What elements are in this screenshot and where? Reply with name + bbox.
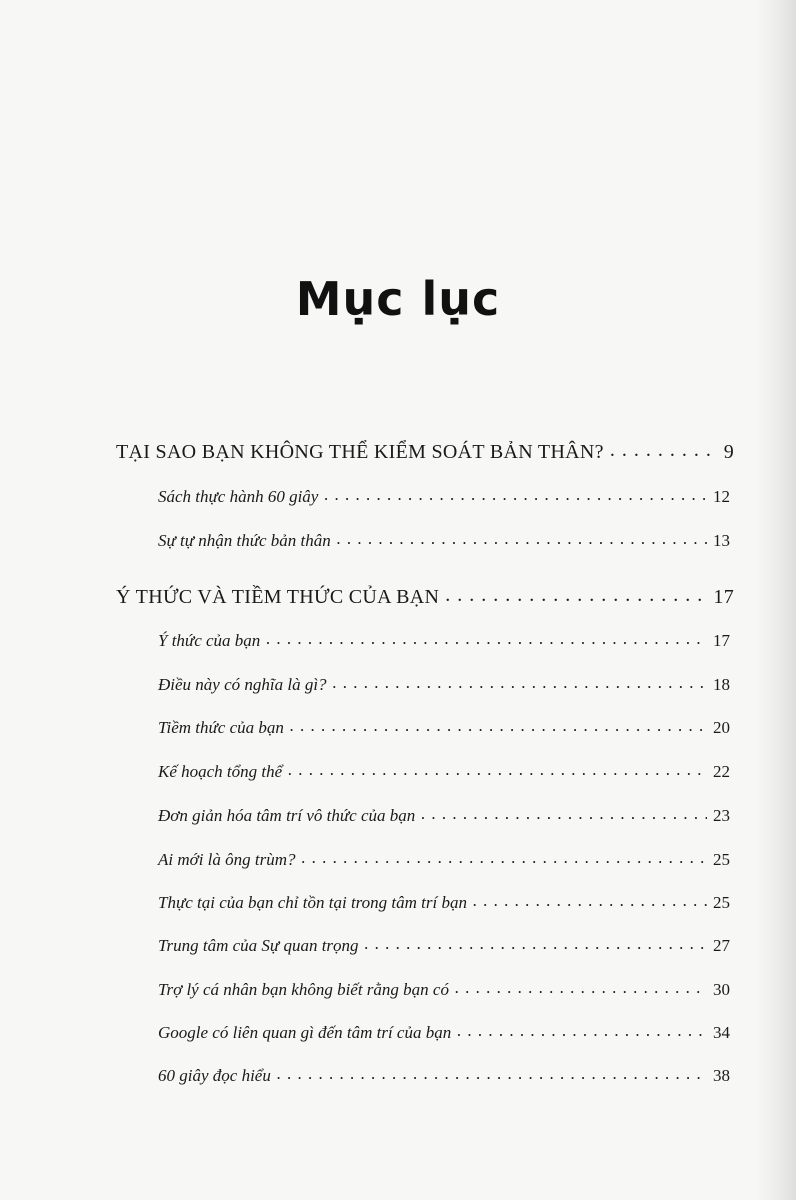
toc-section[interactable] (158, 936, 730, 956)
toc-page-number: 12 (713, 487, 730, 506)
toc-section[interactable] (158, 1023, 730, 1043)
toc-section-title: Ý thức của bạn (158, 631, 261, 650)
toc-page-number: 38 (713, 1066, 730, 1085)
dot-leader (337, 529, 707, 549)
toc-chapter-title: TẠI SAO BẠN KHÔNG THỂ KIỂM SOÁT BẢN THÂN? (116, 441, 604, 463)
toc-section-title: Google có liên quan gì đến tâm trí của bạn (158, 1023, 452, 1042)
page-title: Mục lục (295, 272, 501, 326)
toc-section-title: Sự tự nhận thức bản thân (158, 531, 331, 550)
dot-leader (365, 934, 707, 954)
toc-section-title: Ai mới là ông trùm? (158, 850, 296, 869)
toc-page-number: 25 (713, 893, 730, 912)
dot-leader (277, 1064, 707, 1084)
toc-section-title: Sách thực hành 60 giây (158, 487, 319, 506)
dot-leader (324, 485, 707, 505)
dot-leader (266, 629, 707, 649)
toc-page-number: 34 (713, 1023, 730, 1042)
dot-leader (455, 978, 707, 998)
dot-leader (610, 439, 718, 462)
toc-page-number: 13 (713, 531, 730, 550)
toc-page-number: 17 (713, 586, 734, 608)
toc-section[interactable] (158, 718, 730, 738)
toc-section-title: Điều này có nghĩa là gì? (158, 675, 327, 694)
toc-section-title: Trung tâm của Sự quan trọng (158, 936, 359, 955)
toc-section[interactable] (158, 1066, 730, 1086)
toc-section-title: Trợ lý cá nhân bạn không biết rằng bạn có (158, 980, 449, 999)
toc-section[interactable] (158, 806, 730, 826)
toc-section[interactable] (158, 850, 730, 870)
dot-leader (421, 804, 707, 824)
toc-section[interactable] (158, 893, 730, 913)
dot-leader (333, 673, 707, 693)
toc-section[interactable] (158, 980, 730, 1000)
toc-section[interactable] (158, 531, 730, 551)
toc-chapter[interactable] (116, 441, 734, 464)
dot-leader (302, 848, 707, 868)
toc-page-number: 30 (713, 980, 730, 999)
toc-section-title: Tiềm thức của bạn (158, 718, 284, 737)
toc-section-title: Đơn giản hóa tâm trí vô thức của bạn (158, 806, 416, 825)
dot-leader (445, 584, 707, 607)
toc-page-number: 22 (713, 762, 730, 781)
toc-page-number: 9 (723, 441, 734, 463)
toc-page-number: 23 (713, 806, 730, 825)
toc-section[interactable] (158, 487, 730, 507)
toc-section-title: Thực tại của bạn chỉ tồn tại trong tâm trí bạn (158, 893, 467, 912)
toc-page-number: 17 (713, 631, 730, 650)
dot-leader (457, 1021, 707, 1041)
toc-section-title: Kế hoạch tổng thể (158, 762, 283, 781)
toc-page-number: 27 (713, 936, 730, 955)
toc-page-number: 20 (713, 718, 730, 737)
toc-page-number: 25 (713, 850, 730, 869)
toc-section[interactable] (158, 675, 730, 695)
toc-chapter-title: Ý THỨC VÀ TIỀM THỨC CỦA BẠN (116, 586, 440, 608)
toc-chapter[interactable] (116, 586, 734, 609)
toc-section-title: 60 giây đọc hiểu (158, 1066, 271, 1085)
toc-page-number: 18 (713, 675, 730, 694)
dot-leader (473, 891, 707, 911)
dot-leader (290, 716, 707, 736)
toc-section[interactable] (158, 631, 730, 651)
toc-section[interactable] (158, 762, 730, 782)
dot-leader (288, 760, 707, 780)
